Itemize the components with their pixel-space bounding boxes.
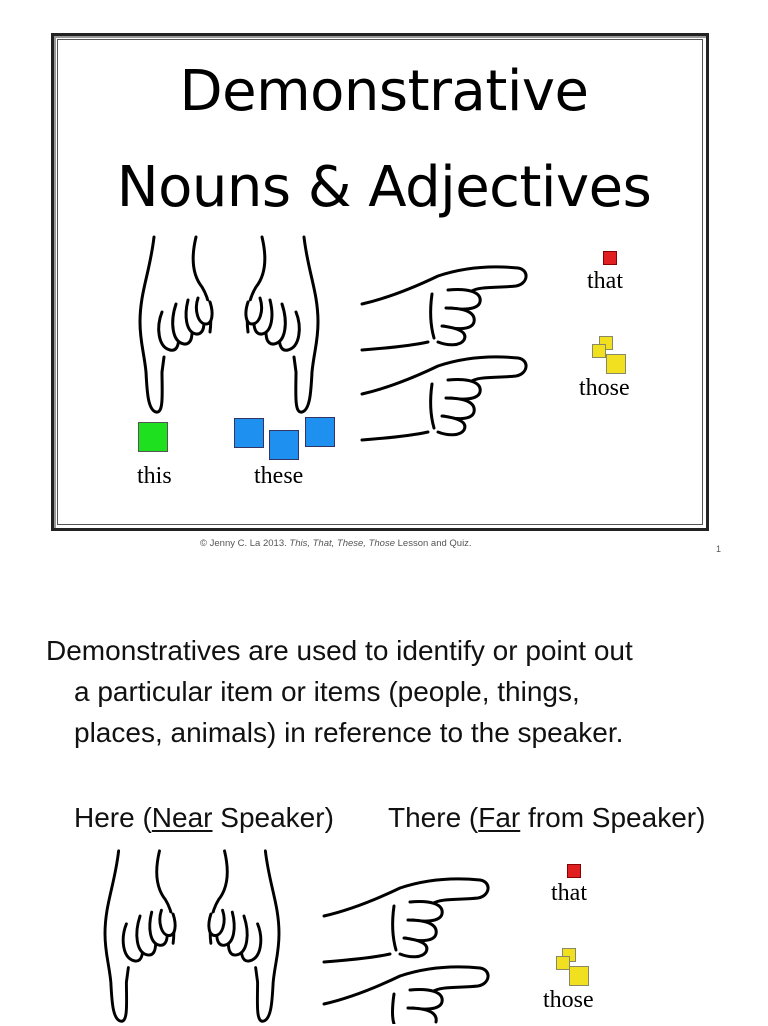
hand-pointing-right-icon [320, 874, 492, 966]
these-square [234, 418, 264, 448]
this-square [138, 422, 168, 452]
those-square [592, 344, 606, 358]
paragraph-line: places, animals) in reference to the speaker. [74, 717, 624, 748]
those-square [556, 956, 570, 970]
label-these: these [254, 463, 304, 489]
hand-pointing-right-icon [358, 262, 530, 354]
those-square [606, 354, 626, 374]
copyright-footer: © Jenny C. La 2013. This, That, These, Those Lesson and Quiz. [200, 538, 472, 549]
that-square [603, 251, 617, 265]
label-those: those [579, 375, 630, 401]
those-square [569, 966, 589, 986]
there-heading: There (Far from Speaker) [388, 802, 706, 833]
hand-pointing-down-icon [96, 846, 186, 1026]
these-square [305, 417, 335, 447]
page-number: 1 [716, 544, 722, 554]
slide-title-line-2: Nouns & Adjectives [116, 155, 652, 220]
label-this: this [137, 463, 172, 489]
label-those: those [543, 987, 594, 1013]
label-that: that [551, 880, 587, 906]
hand-pointing-down-icon [132, 232, 222, 417]
paragraph-line: a particular item or items (people, things, [74, 676, 580, 707]
these-square [269, 430, 299, 460]
that-square [567, 864, 581, 878]
hand-pointing-right-icon [358, 352, 530, 444]
paragraph-line: Demonstratives are used to identify or point out [46, 635, 633, 666]
hand-pointing-down-icon [198, 846, 288, 1026]
slide-title-line-1: Demonstrative [179, 59, 589, 124]
intro-paragraph [46, 630, 746, 753]
here-heading: Here (Near Speaker) [74, 802, 334, 833]
label-that: that [587, 268, 623, 294]
hand-pointing-down-icon [236, 232, 326, 417]
hand-pointing-right-icon [320, 962, 492, 1024]
